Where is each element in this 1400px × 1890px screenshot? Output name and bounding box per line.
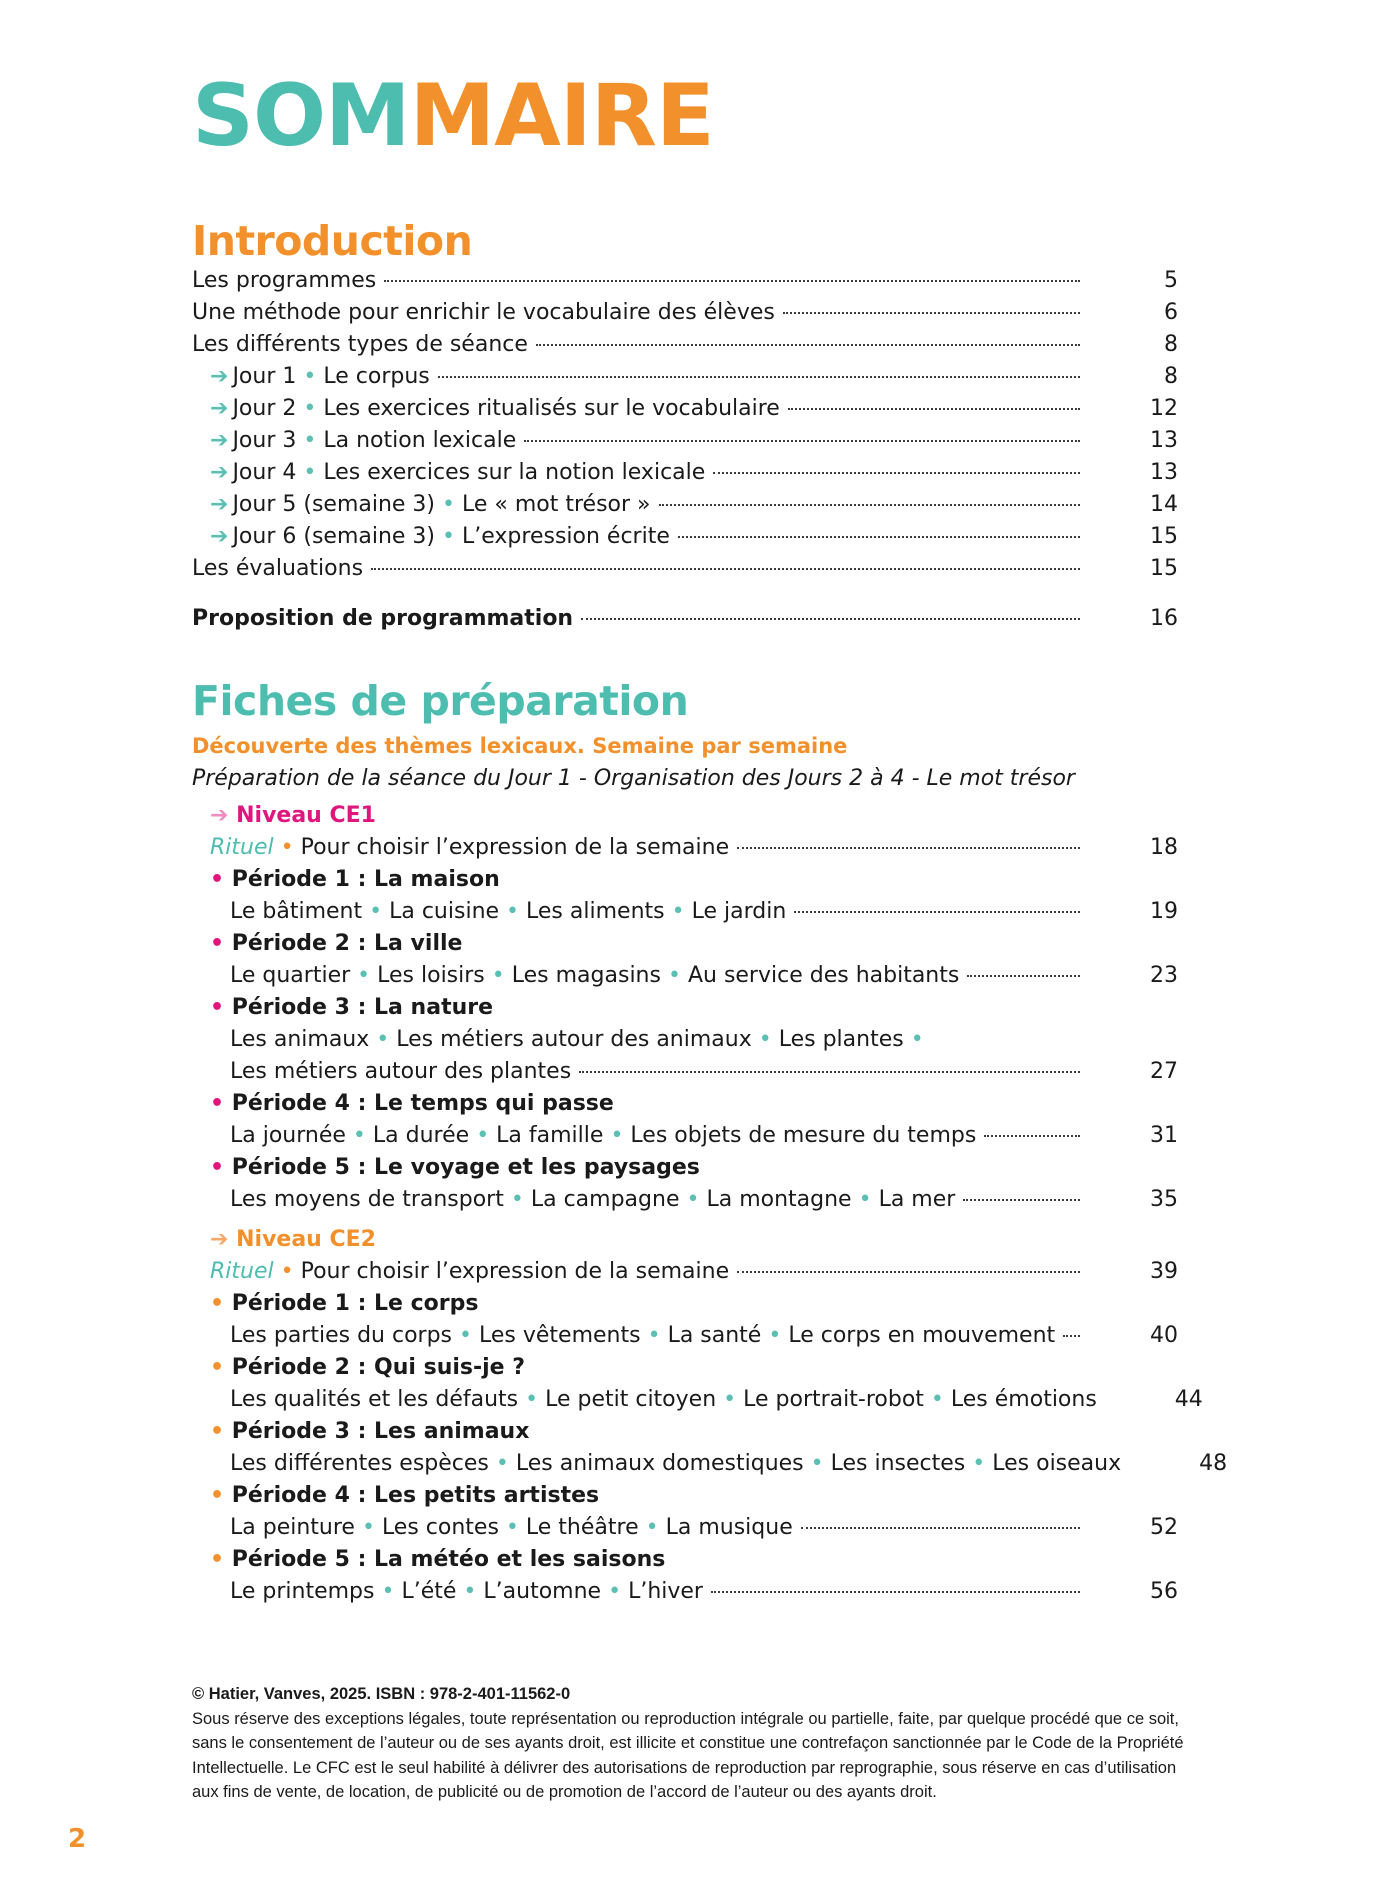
level-label: Niveau CE2 [236, 1227, 376, 1252]
dot-leader [984, 1135, 1080, 1137]
dot-leader [1063, 1335, 1080, 1337]
topic: Les qualités et les défauts [230, 1387, 519, 1412]
period-title: Période 5 : La météo et les saisons [231, 1547, 666, 1572]
page-ref: 6 [1164, 300, 1178, 325]
copyright-line: © Hatier, Vanves, 2025. ISBN : 978-2-401-11562-0 [192, 1685, 571, 1703]
page-ref: 23 [1150, 963, 1178, 988]
topic: Les insectes [830, 1451, 966, 1476]
toc-entry[interactable] [210, 393, 1178, 424]
period-title: Période 4 : Les petits artistes [231, 1483, 600, 1508]
period-heading [210, 1288, 1210, 1319]
bullet-icon: • [210, 931, 225, 956]
topic: Les plantes [778, 1027, 904, 1052]
topic: La peinture [230, 1515, 355, 1540]
bullet-icon: • [369, 899, 383, 924]
topic: Les émotions [950, 1387, 1097, 1412]
bullet-icon: • [210, 867, 225, 892]
topic: Les contes [381, 1515, 499, 1540]
period-heading [210, 1152, 1210, 1183]
dot-leader [678, 536, 1080, 538]
bullet-icon: • [210, 1291, 225, 1316]
topic: Les parties du corps [230, 1323, 453, 1348]
bullet-icon: • [352, 1123, 366, 1148]
dot-leader [737, 847, 1080, 849]
page-ref: 18 [1150, 835, 1178, 860]
period-heading [210, 864, 1210, 895]
topic: Les oiseaux [992, 1451, 1122, 1476]
bullet-icon: • [810, 1451, 824, 1476]
bullet-icon: • [758, 1027, 772, 1052]
bullet-icon: • [610, 1123, 624, 1148]
dot-leader [524, 440, 1080, 442]
dot-leader [963, 1199, 1080, 1201]
legal-text-line: Intellectuelle. Le CFC est le seul habilité à délivrer des autorisations de reproduction par reprographie, sous réserve en cas d’utilisation [192, 1758, 1177, 1777]
bullet-icon: • [506, 899, 520, 924]
toc-entry[interactable] [210, 489, 1178, 520]
level-ce1 [210, 800, 376, 831]
toc-entry[interactable] [192, 265, 1178, 296]
dot-leader [536, 344, 1080, 346]
bullet-icon: • [463, 1579, 477, 1604]
topic: Le petit citoyen [545, 1387, 717, 1412]
period-title: Période 2 : Qui suis-je ? [231, 1355, 526, 1380]
toc-entry-text: Les exercices sur la notion lexicale [323, 460, 706, 485]
topic: Les aliments [526, 899, 665, 924]
title-part-teal: SOM [192, 66, 410, 166]
period-title: Période 3 : La nature [231, 995, 494, 1020]
toc-entry-text: Le corpus [323, 364, 430, 389]
topic: Le théâtre [525, 1515, 639, 1540]
toc-entry-text: Les programmes [192, 268, 377, 293]
page-ref: 12 [1150, 396, 1178, 421]
bullet-icon: • [723, 1387, 737, 1412]
arrow-right-icon: ➔ [210, 396, 229, 421]
topic: La cuisine [389, 899, 500, 924]
toc-entry-text: Le « mot trésor » [462, 492, 651, 517]
bullet-icon: • [210, 1547, 225, 1572]
toc-entry[interactable] [210, 361, 1178, 392]
topic: L’automne [483, 1579, 602, 1604]
legal-text-line: sans le consentement de l’auteur ou de ses ayants droit, est illicite et constitue une contrefaçon sanctionnée par le Code de la Propriété [192, 1734, 1184, 1752]
period-title: Période 3 : Les animaux [231, 1419, 530, 1444]
period-title: Période 1 : Le corps [231, 1291, 479, 1316]
topic: Le bâtiment [230, 899, 363, 924]
period-title: Période 2 : La ville [231, 931, 463, 956]
topic: Le printemps [230, 1579, 375, 1604]
page-ref: 44 [1174, 1387, 1203, 1412]
topic: Les moyens de transport [230, 1187, 504, 1212]
fiches-description: Préparation de la séance du Jour 1 - Organisation des Jours 2 à 4 - Le mot trésor [192, 766, 1075, 791]
page-ref: 15 [1150, 524, 1178, 549]
bullet-icon: • [667, 963, 681, 988]
arrow-right-icon: ➔ [210, 1227, 229, 1252]
topic: Le portrait-robot [743, 1387, 924, 1412]
toc-entry-text: Une méthode pour enrichir le vocabulaire des élèves [192, 300, 775, 325]
day-label: Jour 3 [232, 428, 297, 453]
toc-entry-text: Pour choisir l’expression de la semaine [300, 1259, 730, 1284]
toc-entry-text: Les différents types de séance [192, 332, 528, 357]
toc-entry[interactable] [210, 425, 1178, 456]
bullet-icon: • [459, 1323, 472, 1348]
arrow-right-icon: ➔ [210, 803, 229, 828]
bullet-icon: • [647, 1323, 661, 1348]
bullet-icon: • [280, 1259, 294, 1284]
bullet-icon: • [442, 492, 455, 517]
bullet-icon: • [491, 963, 505, 988]
page-ref: 31 [1150, 1123, 1178, 1148]
bullet-icon: • [210, 1355, 225, 1380]
topic: Les animaux [230, 1027, 370, 1052]
rituel-label: Rituel [210, 1259, 274, 1284]
bullet-icon: • [645, 1515, 659, 1540]
day-label: Jour 4 [232, 460, 297, 485]
period-title: Période 4 : Le temps qui passe [231, 1091, 614, 1116]
bullet-icon: • [303, 364, 317, 389]
toc-entry-rituel[interactable] [210, 832, 1178, 863]
page-ref: 35 [1150, 1187, 1178, 1212]
toc-entry[interactable] [230, 896, 1178, 927]
page-ref: 13 [1150, 460, 1178, 485]
page-ref: 56 [1150, 1579, 1178, 1604]
page-ref: 14 [1150, 492, 1178, 517]
period-title: Période 1 : La maison [231, 867, 500, 892]
toc-entry-text: Les évaluations [192, 556, 364, 581]
dot-leader [711, 1591, 1080, 1593]
bullet-icon: • [671, 899, 685, 924]
arrow-right-icon: ➔ [210, 492, 229, 517]
period-heading [210, 992, 1210, 1023]
bullet-icon: • [858, 1187, 872, 1212]
arrow-right-icon: ➔ [210, 524, 229, 549]
period-heading [210, 1480, 1210, 1511]
arrow-right-icon: ➔ [210, 428, 229, 453]
toc-entry[interactable] [210, 521, 1178, 552]
period-heading [210, 1352, 1210, 1383]
dot-leader [581, 618, 1080, 620]
page-title [192, 66, 714, 166]
bullet-icon: • [442, 524, 455, 549]
topic: La journée [230, 1123, 346, 1148]
page-ref: 16 [1150, 606, 1178, 631]
page-ref: 5 [1164, 268, 1178, 293]
bullet-icon: • [525, 1387, 539, 1412]
bullet-icon: • [510, 1187, 524, 1212]
topic: Le quartier [230, 963, 351, 988]
bullet-icon: • [768, 1323, 782, 1348]
toc-entry-rituel[interactable] [210, 1256, 1178, 1287]
topic: La santé [667, 1323, 762, 1348]
topic: Les magasins [511, 963, 661, 988]
topic: La durée [372, 1123, 470, 1148]
page-ref: 27 [1150, 1059, 1178, 1084]
toc-entry[interactable] [230, 960, 1178, 991]
bullet-icon: • [210, 1155, 225, 1180]
page-ref: 39 [1150, 1259, 1178, 1284]
fiches-subheading: Découverte des thèmes lexicaux. Semaine par semaine [192, 734, 848, 758]
day-label: Jour 2 [232, 396, 297, 421]
topic: L’été [401, 1579, 457, 1604]
period-heading [210, 1416, 1210, 1447]
toc-entry[interactable] [192, 329, 1178, 360]
bullet-icon: • [930, 1387, 944, 1412]
legal-text-line: Sous réserve des exceptions légales, toute représentation ou reproduction intégrale ou partielle, faite, par quelque procédé que ce soit, [192, 1709, 1179, 1728]
toc-entry-line [230, 1024, 1230, 1055]
dot-leader [371, 568, 1080, 570]
period-heading [210, 1544, 1210, 1575]
toc-entry[interactable] [230, 1120, 1178, 1151]
page-ref: 15 [1150, 556, 1178, 581]
toc-entry[interactable] [192, 297, 1178, 328]
title-part-orange: MAIRE [409, 66, 714, 166]
bullet-icon: • [210, 1483, 225, 1508]
toc-entry-text: L’expression écrite [462, 524, 670, 549]
toc-entry[interactable] [230, 1320, 1178, 1351]
page-ref: 40 [1150, 1323, 1178, 1348]
toc-entry[interactable] [230, 1056, 1178, 1087]
bullet-icon: • [972, 1451, 986, 1476]
toc-entry[interactable] [230, 1512, 1178, 1543]
bullet-icon: • [361, 1515, 375, 1540]
dot-leader [384, 280, 1080, 282]
topic: La famille [496, 1123, 604, 1148]
topic: Les métiers autour des plantes [230, 1059, 572, 1084]
topic: L’hiver [628, 1579, 703, 1604]
toc-entry[interactable] [230, 1448, 1228, 1479]
legal-footer [192, 1682, 1192, 1805]
bullet-icon: • [210, 995, 225, 1020]
topic: La musique [665, 1515, 793, 1540]
bullet-icon: • [608, 1579, 622, 1604]
topic: La mer [878, 1187, 956, 1212]
arrow-right-icon: ➔ [210, 460, 229, 485]
day-label: Jour 6 (semaine 3) [232, 524, 436, 549]
level-label: Niveau CE1 [236, 803, 376, 828]
toc-entry[interactable] [230, 1184, 1178, 1215]
topic: Les objets de mesure du temps [630, 1123, 977, 1148]
bullet-icon: • [476, 1123, 490, 1148]
topic: La montagne [706, 1187, 852, 1212]
bullet-icon: • [210, 1419, 225, 1444]
toc-entry-text: Pour choisir l’expression de la semaine [300, 835, 730, 860]
bullet-icon: • [210, 1091, 225, 1116]
period-heading [210, 1088, 1210, 1119]
toc-entry-text: Les exercices ritualisés sur le vocabulaire [323, 396, 780, 421]
topic: Les vêtements [479, 1323, 641, 1348]
topic: La campagne [530, 1187, 680, 1212]
bullet-icon: • [303, 396, 317, 421]
bullet-icon: • [910, 1027, 924, 1052]
topic: Les loisirs [377, 963, 485, 988]
dot-leader [801, 1527, 1080, 1529]
bullet-icon: • [495, 1451, 509, 1476]
toc-entry-text: Proposition de programmation [192, 606, 574, 631]
dot-leader [737, 1271, 1080, 1273]
arrow-right-icon: ➔ [210, 364, 229, 389]
toc-entry[interactable] [230, 1576, 1178, 1607]
dot-leader [794, 911, 1080, 913]
rituel-label: Rituel [210, 835, 274, 860]
bullet-icon: • [280, 835, 294, 860]
bullet-icon: • [686, 1187, 700, 1212]
page-ref: 8 [1164, 332, 1178, 357]
toc-entry[interactable] [192, 553, 1178, 584]
page-ref: 13 [1150, 428, 1178, 453]
day-label: Jour 5 (semaine 3) [232, 492, 436, 517]
dot-leader [659, 504, 1080, 506]
toc-entry[interactable] [210, 457, 1178, 488]
topic: Le corps en mouvement [788, 1323, 1056, 1348]
toc-entry-text: La notion lexicale [323, 428, 517, 453]
period-title: Période 5 : Le voyage et les paysages [231, 1155, 700, 1180]
page-ref: 19 [1150, 899, 1178, 924]
dot-leader [967, 975, 1080, 977]
dot-leader [783, 312, 1080, 314]
page-ref: 8 [1164, 364, 1178, 389]
dot-leader [438, 376, 1080, 378]
dot-leader [579, 1071, 1080, 1073]
bullet-icon: • [303, 428, 317, 453]
topic: Les métiers autour des animaux [396, 1027, 752, 1052]
bullet-icon: • [381, 1579, 395, 1604]
toc-entry[interactable] [230, 1384, 1203, 1415]
topic: Le jardin [691, 899, 787, 924]
bullet-icon: • [357, 963, 371, 988]
page-ref: 48 [1199, 1451, 1228, 1476]
bullet-icon: • [505, 1515, 519, 1540]
day-label: Jour 1 [232, 364, 297, 389]
topic: Les différentes espèces [230, 1451, 489, 1476]
topic: Au service des habitants [687, 963, 960, 988]
legal-text-line: aux fins de vente, de location, de publicité ou de promotion de l’accord de l’auteur ou des ayants droit. [192, 1783, 937, 1801]
introduction-heading: Introduction [192, 217, 473, 265]
bullet-icon: • [303, 460, 317, 485]
bullet-icon: • [376, 1027, 390, 1052]
period-heading [210, 928, 1210, 959]
fiches-heading: Fiches de préparation [192, 677, 689, 725]
dot-leader [713, 472, 1080, 474]
toc-entry-programmation[interactable] [192, 603, 1178, 634]
topic: Les animaux domestiques [515, 1451, 804, 1476]
dot-leader [788, 408, 1080, 410]
level-ce2 [210, 1224, 376, 1255]
page-number: 2 [68, 1824, 87, 1854]
page-ref: 52 [1150, 1515, 1178, 1540]
